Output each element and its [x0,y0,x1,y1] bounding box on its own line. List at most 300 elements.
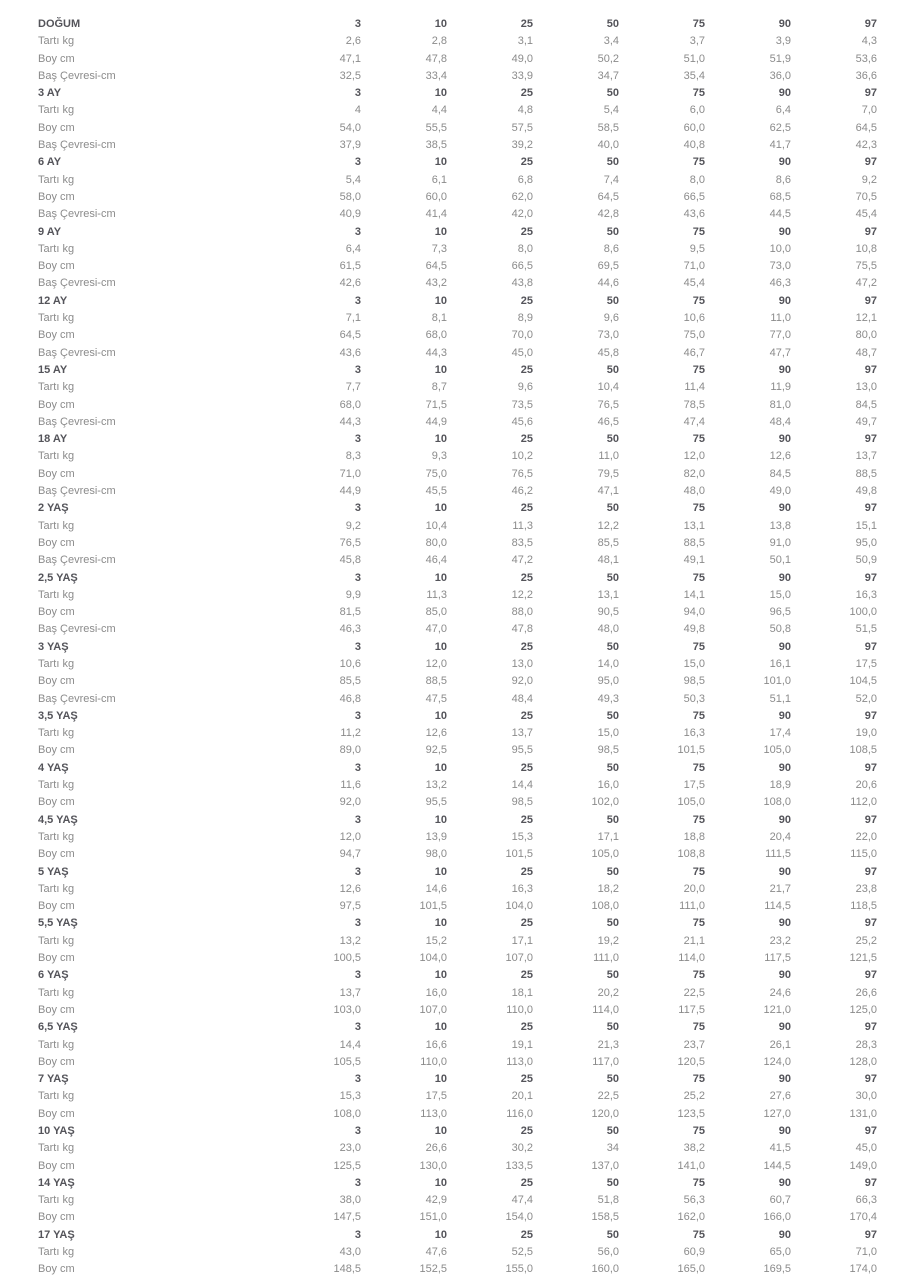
value-cell: 38,5 [425,139,447,152]
value-cell: 17,1 [511,934,533,947]
value-cell: 45,8 [597,346,619,359]
value-cell: 165,0 [677,1263,705,1276]
age-group-label: 10 YAŞ [38,1125,75,1137]
value-cell: 52,0 [855,692,877,705]
measure-label: Boy cm [38,796,75,809]
percentile-header-cell: 97 [864,502,877,515]
value-cell: 16,1 [769,657,791,670]
value-cell: 8,0 [517,242,533,255]
value-cell: 5,4 [603,104,619,117]
value-cell: 47,1 [339,52,361,65]
value-cell: 20,0 [683,882,705,895]
percentile-header-cell: 10 [434,917,447,930]
measure-row [38,846,877,863]
measure-row [38,137,877,154]
measure-label: Boy cm [38,744,75,757]
value-cell: 10,4 [425,519,447,532]
percentile-header-cell: 3 [354,225,361,238]
measure-label: Tartı kg [38,934,75,947]
percentile-header-cell: 25 [520,294,533,307]
value-cell: 71,0 [855,1246,877,1259]
value-cell: 108,0 [591,900,619,913]
age-group-label: 7 YAŞ [38,1073,69,1086]
measure-row [38,1106,877,1123]
measure-row [38,1244,877,1261]
value-cell: 101,5 [505,848,533,861]
value-cell: 84,5 [769,467,791,480]
value-cell: 12,6 [339,882,361,895]
value-cell: 101,5 [677,744,705,757]
percentile-header-cell: 3 [354,709,361,722]
value-cell: 152,5 [419,1263,447,1276]
value-cell: 88,5 [855,467,877,480]
value-cell: 3,4 [603,35,619,48]
percentile-header-cell: 10 [434,294,447,307]
percentile-header-cell: 75 [692,571,705,584]
percentile-header-cell: 3 [354,87,361,100]
group-header-row [38,224,877,241]
value-cell: 9,3 [431,450,447,463]
value-cell: 6,1 [431,173,447,186]
percentile-header-cell: 3 [354,571,361,584]
value-cell: 36,6 [855,69,877,82]
measure-label: Boy cm [38,848,75,861]
value-cell: 46,5 [597,415,619,428]
measure-row [38,881,877,898]
value-cell: 26,1 [769,1038,791,1051]
value-cell: 16,3 [511,882,533,895]
value-cell: 18,1 [511,986,533,999]
value-cell: 8,1 [431,312,447,325]
value-cell: 85,0 [425,606,447,619]
measure-label: Tartı kg [38,588,75,601]
value-cell: 48,1 [597,554,619,567]
value-cell: 95,5 [511,744,533,757]
percentile-header-cell: 75 [692,225,705,238]
value-cell: 45,5 [425,485,447,498]
value-cell: 82,0 [683,467,705,480]
measure-label: Boy cm [38,900,75,913]
value-cell: 73,5 [511,398,533,411]
percentile-header-cell: 90 [778,1073,791,1086]
percentile-header-cell: 90 [778,865,791,878]
value-cell: 41,5 [769,1142,791,1155]
percentile-header-cell: 75 [692,813,705,826]
value-cell: 77,0 [769,329,791,342]
value-cell: 95,5 [425,796,447,809]
percentile-header-cell: 50 [606,87,619,100]
value-cell: 88,0 [511,606,533,619]
value-cell: 11,4 [684,381,705,394]
measure-row [38,275,877,292]
value-cell: 103,0 [333,1003,361,1016]
percentile-header-cell: 10 [434,18,447,30]
value-cell: 108,5 [849,744,877,757]
value-cell: 53,6 [855,52,877,65]
value-cell: 130,0 [419,1159,447,1172]
percentile-header-cell: 97 [864,433,877,446]
group-header-row [38,812,877,829]
value-cell: 117,0 [592,1055,619,1068]
value-cell: 20,2 [597,986,619,999]
percentile-header-cell: 10 [434,709,447,722]
age-group-label: 6 YAŞ [38,969,69,982]
measure-row [38,950,877,967]
value-cell: 47,0 [425,623,447,636]
value-cell: 55,5 [425,121,447,134]
measure-row [38,621,877,638]
percentile-header-cell: 75 [692,917,705,930]
value-cell: 94,7 [339,848,361,861]
group-header-row [38,708,877,725]
value-cell: 50,2 [597,52,619,65]
percentile-header-cell: 25 [520,433,533,446]
group-header-row [38,967,877,984]
value-cell: 16,3 [855,588,877,601]
value-cell: 49,0 [511,52,533,65]
percentile-header-cell: 75 [692,1228,705,1241]
value-cell: 12,0 [425,657,447,670]
group-header-row [38,639,877,656]
measure-row [38,51,877,68]
value-cell: 37,9 [339,139,361,152]
value-cell: 10,6 [683,312,705,325]
percentile-header-cell: 97 [864,640,877,653]
percentile-header-cell: 90 [778,571,791,584]
measure-label: Tartı kg [38,1246,75,1259]
measure-row [38,1037,877,1054]
value-cell: 8,6 [603,242,619,255]
measure-row [38,794,877,811]
percentile-header-cell: 10 [434,1228,447,1241]
value-cell: 45,0 [855,1142,877,1155]
value-cell: 89,0 [339,744,361,757]
value-cell: 96,5 [769,606,791,619]
measure-row [38,483,877,500]
percentile-header-cell: 50 [606,294,619,307]
value-cell: 83,5 [511,536,533,549]
measure-label: Tartı kg [38,173,75,186]
value-cell: 44,3 [339,415,361,428]
value-cell: 56,3 [683,1194,705,1207]
percentile-header-cell: 75 [692,1073,705,1086]
value-cell: 4,4 [431,104,447,117]
value-cell: 6,8 [517,173,533,186]
percentile-header-cell: 25 [520,1176,533,1189]
value-cell: 12,0 [339,830,361,843]
value-cell: 17,5 [855,657,877,670]
percentile-header-cell: 90 [778,1125,791,1137]
value-cell: 13,0 [511,657,533,670]
percentile-header-cell: 97 [864,294,877,307]
value-cell: 18,2 [597,882,619,895]
value-cell: 131,0 [849,1107,877,1120]
value-cell: 75,0 [683,329,705,342]
value-cell: 75,0 [425,467,447,480]
percentile-header-cell: 90 [778,761,791,774]
percentile-header-cell: 3 [354,917,361,930]
measure-label: Baş Çevresi-cm [38,554,116,567]
value-cell: 147,5 [333,1211,361,1224]
value-cell: 54,0 [339,121,361,134]
value-cell: 120,5 [677,1055,705,1068]
value-cell: 115,0 [850,848,877,861]
value-cell: 48,7 [855,346,877,359]
percentile-header-cell: 50 [606,571,619,584]
value-cell: 166,0 [763,1211,791,1224]
value-cell: 46,7 [683,346,705,359]
measure-row [38,68,877,85]
value-cell: 3,1 [517,35,533,48]
measure-row [38,379,877,396]
value-cell: 60,7 [769,1194,791,1207]
value-cell: 26,6 [855,986,877,999]
measure-label: Baş Çevresi-cm [38,208,116,221]
value-cell: 61,5 [339,260,361,273]
value-cell: 15,0 [683,657,705,670]
value-cell: 107,0 [505,952,533,965]
value-cell: 80,0 [855,329,877,342]
value-cell: 8,7 [431,381,447,394]
value-cell: 66,5 [511,260,533,273]
group-header-row [38,1227,877,1244]
value-cell: 10,0 [769,242,791,255]
measure-label: Tartı kg [38,727,75,740]
percentile-header-cell: 10 [434,225,447,238]
percentile-header-cell: 50 [606,709,619,722]
value-cell: 64,5 [425,260,447,273]
value-cell: 85,5 [339,675,361,688]
value-cell: 34,7 [597,69,619,82]
value-cell: 39,2 [511,139,533,152]
value-cell: 11,9 [770,381,791,394]
value-cell: 15,0 [769,588,791,601]
percentile-header-cell: 25 [520,1021,533,1034]
percentile-header-cell: 10 [434,433,447,446]
value-cell: 25,2 [683,1090,705,1103]
percentile-header-cell: 10 [434,640,447,653]
value-cell: 58,5 [597,121,619,134]
value-cell: 68,5 [769,190,791,203]
group-header-row [38,1019,877,1036]
value-cell: 40,8 [683,139,705,152]
percentile-header-cell: 50 [606,969,619,982]
measure-label: Tartı kg [38,35,75,48]
value-cell: 16,0 [425,986,447,999]
value-cell: 174,0 [849,1263,877,1276]
value-cell: 13,7 [511,727,533,740]
percentile-header-cell: 75 [692,1125,705,1137]
value-cell: 42,0 [511,208,533,221]
value-cell: 4 [354,104,361,117]
value-cell: 19,1 [511,1038,533,1051]
measure-row [38,189,877,206]
value-cell: 7,3 [431,242,447,255]
value-cell: 49,8 [683,623,705,636]
group-header-row [38,1123,877,1140]
value-cell: 123,5 [677,1107,705,1120]
value-cell: 43,8 [511,277,533,290]
value-cell: 148,5 [333,1263,361,1276]
value-cell: 24,6 [769,986,791,999]
group-header-row [38,154,877,171]
percentile-header-cell: 10 [434,761,447,774]
value-cell: 13,2 [425,779,447,792]
age-group-label: 5,5 YAŞ [38,917,78,930]
value-cell: 20,6 [855,779,877,792]
value-cell: 114,0 [678,952,705,965]
value-cell: 28,3 [855,1038,877,1051]
value-cell: 116,0 [506,1107,533,1120]
percentile-header-cell: 25 [520,865,533,878]
value-cell: 9,6 [517,381,533,394]
value-cell: 18,9 [769,779,791,792]
percentile-header-cell: 25 [520,709,533,722]
value-cell: 128,0 [849,1055,877,1068]
measure-row [38,656,877,673]
value-cell: 50,9 [855,554,877,567]
value-cell: 10,4 [597,381,619,394]
value-cell: 4,8 [517,104,533,117]
value-cell: 49,3 [597,692,619,705]
percentile-header-cell: 75 [692,294,705,307]
value-cell: 23,2 [769,934,791,947]
measure-row [38,1192,877,1209]
measure-label: Boy cm [38,606,75,619]
percentile-header-cell: 3 [354,1176,361,1189]
value-cell: 50,1 [769,554,791,567]
value-cell: 90,5 [597,606,619,619]
measure-row [38,985,877,1002]
percentile-header-cell: 25 [520,813,533,826]
percentile-header-cell: 3 [354,363,361,376]
value-cell: 30,2 [511,1142,533,1155]
value-cell: 97,5 [339,900,361,913]
value-cell: 79,5 [597,467,619,480]
measure-row [38,345,877,362]
percentile-header-cell: 3 [354,502,361,515]
value-cell: 47,2 [511,554,533,567]
percentile-header-cell: 10 [434,1073,447,1086]
measure-label: Baş Çevresi-cm [38,277,116,290]
measure-label: Baş Çevresi-cm [38,623,116,636]
value-cell: 100,5 [333,952,361,965]
percentile-header-cell: 50 [606,1021,619,1034]
value-cell: 15,3 [339,1090,361,1103]
value-cell: 11,6 [340,779,361,792]
measure-row [38,535,877,552]
percentile-header-cell: 90 [778,18,791,30]
value-cell: 13,2 [339,934,361,947]
measure-label: Boy cm [38,675,75,688]
value-cell: 84,5 [855,398,877,411]
value-cell: 47,7 [769,346,791,359]
value-cell: 18,8 [683,830,705,843]
percentile-header-cell: 75 [692,1176,705,1189]
value-cell: 101,0 [763,675,791,688]
percentile-header-cell: 3 [354,865,361,878]
value-cell: 108,8 [677,848,705,861]
value-cell: 45,6 [511,415,533,428]
value-cell: 11,0 [770,312,791,325]
value-cell: 12,1 [855,312,877,325]
percentile-header-cell: 97 [864,363,877,376]
value-cell: 48,4 [769,415,791,428]
value-cell: 71,5 [425,398,447,411]
percentile-header-cell: 25 [520,502,533,515]
value-cell: 155,0 [505,1263,533,1276]
percentile-header-cell: 3 [354,294,361,307]
measure-row [38,466,877,483]
value-cell: 42,6 [339,277,361,290]
measure-label: Boy cm [38,1159,75,1172]
value-cell: 78,5 [683,398,705,411]
value-cell: 76,5 [511,467,533,480]
value-cell: 6,4 [345,242,361,255]
value-cell: 46,4 [425,554,447,567]
value-cell: 141,0 [677,1159,705,1172]
measure-row [38,742,877,759]
age-group-label: 17 YAŞ [38,1228,75,1241]
percentile-header-cell: 90 [778,1228,791,1241]
percentile-header-cell: 25 [520,917,533,930]
group-header-row [38,1175,877,1192]
percentile-header-cell: 25 [520,156,533,169]
value-cell: 114,5 [764,900,791,913]
value-cell: 68,0 [425,329,447,342]
percentile-header-cell: 97 [864,1228,877,1241]
measure-row [38,206,877,223]
value-cell: 43,2 [425,277,447,290]
value-cell: 47,6 [425,1246,447,1259]
value-cell: 108,0 [333,1107,361,1120]
value-cell: 64,5 [855,121,877,134]
value-cell: 46,2 [511,485,533,498]
group-header-row [38,431,877,448]
value-cell: 15,3 [511,830,533,843]
value-cell: 33,9 [511,69,533,82]
measure-label: Boy cm [38,1211,75,1224]
measure-label: Boy cm [38,121,75,134]
value-cell: 20,1 [511,1090,533,1103]
percentile-header-cell: 90 [778,1021,791,1034]
measure-label: Tartı kg [38,519,75,532]
measure-label: Tartı kg [38,1090,75,1103]
value-cell: 124,0 [763,1055,791,1068]
value-cell: 56,0 [597,1246,619,1259]
percentile-header-cell: 75 [692,363,705,376]
value-cell: 45,8 [339,554,361,567]
value-cell: 13,7 [339,986,361,999]
value-cell: 15,0 [597,727,619,740]
value-cell: 81,0 [769,398,791,411]
measure-label: Boy cm [38,467,75,480]
percentile-header-cell: 10 [434,571,447,584]
value-cell: 105,5 [333,1055,361,1068]
value-cell: 41,4 [425,208,447,221]
measure-label: Tartı kg [38,1194,75,1207]
group-header-row [38,570,877,587]
value-cell: 47,1 [597,485,619,498]
value-cell: 15,1 [855,519,877,532]
percentile-header-cell: 97 [864,18,877,30]
percentile-header-cell: 97 [864,865,877,878]
value-cell: 23,7 [683,1038,705,1051]
value-cell: 60,0 [425,190,447,203]
value-cell: 9,9 [345,588,361,601]
value-cell: 44,6 [597,277,619,290]
value-cell: 23,0 [339,1142,361,1155]
